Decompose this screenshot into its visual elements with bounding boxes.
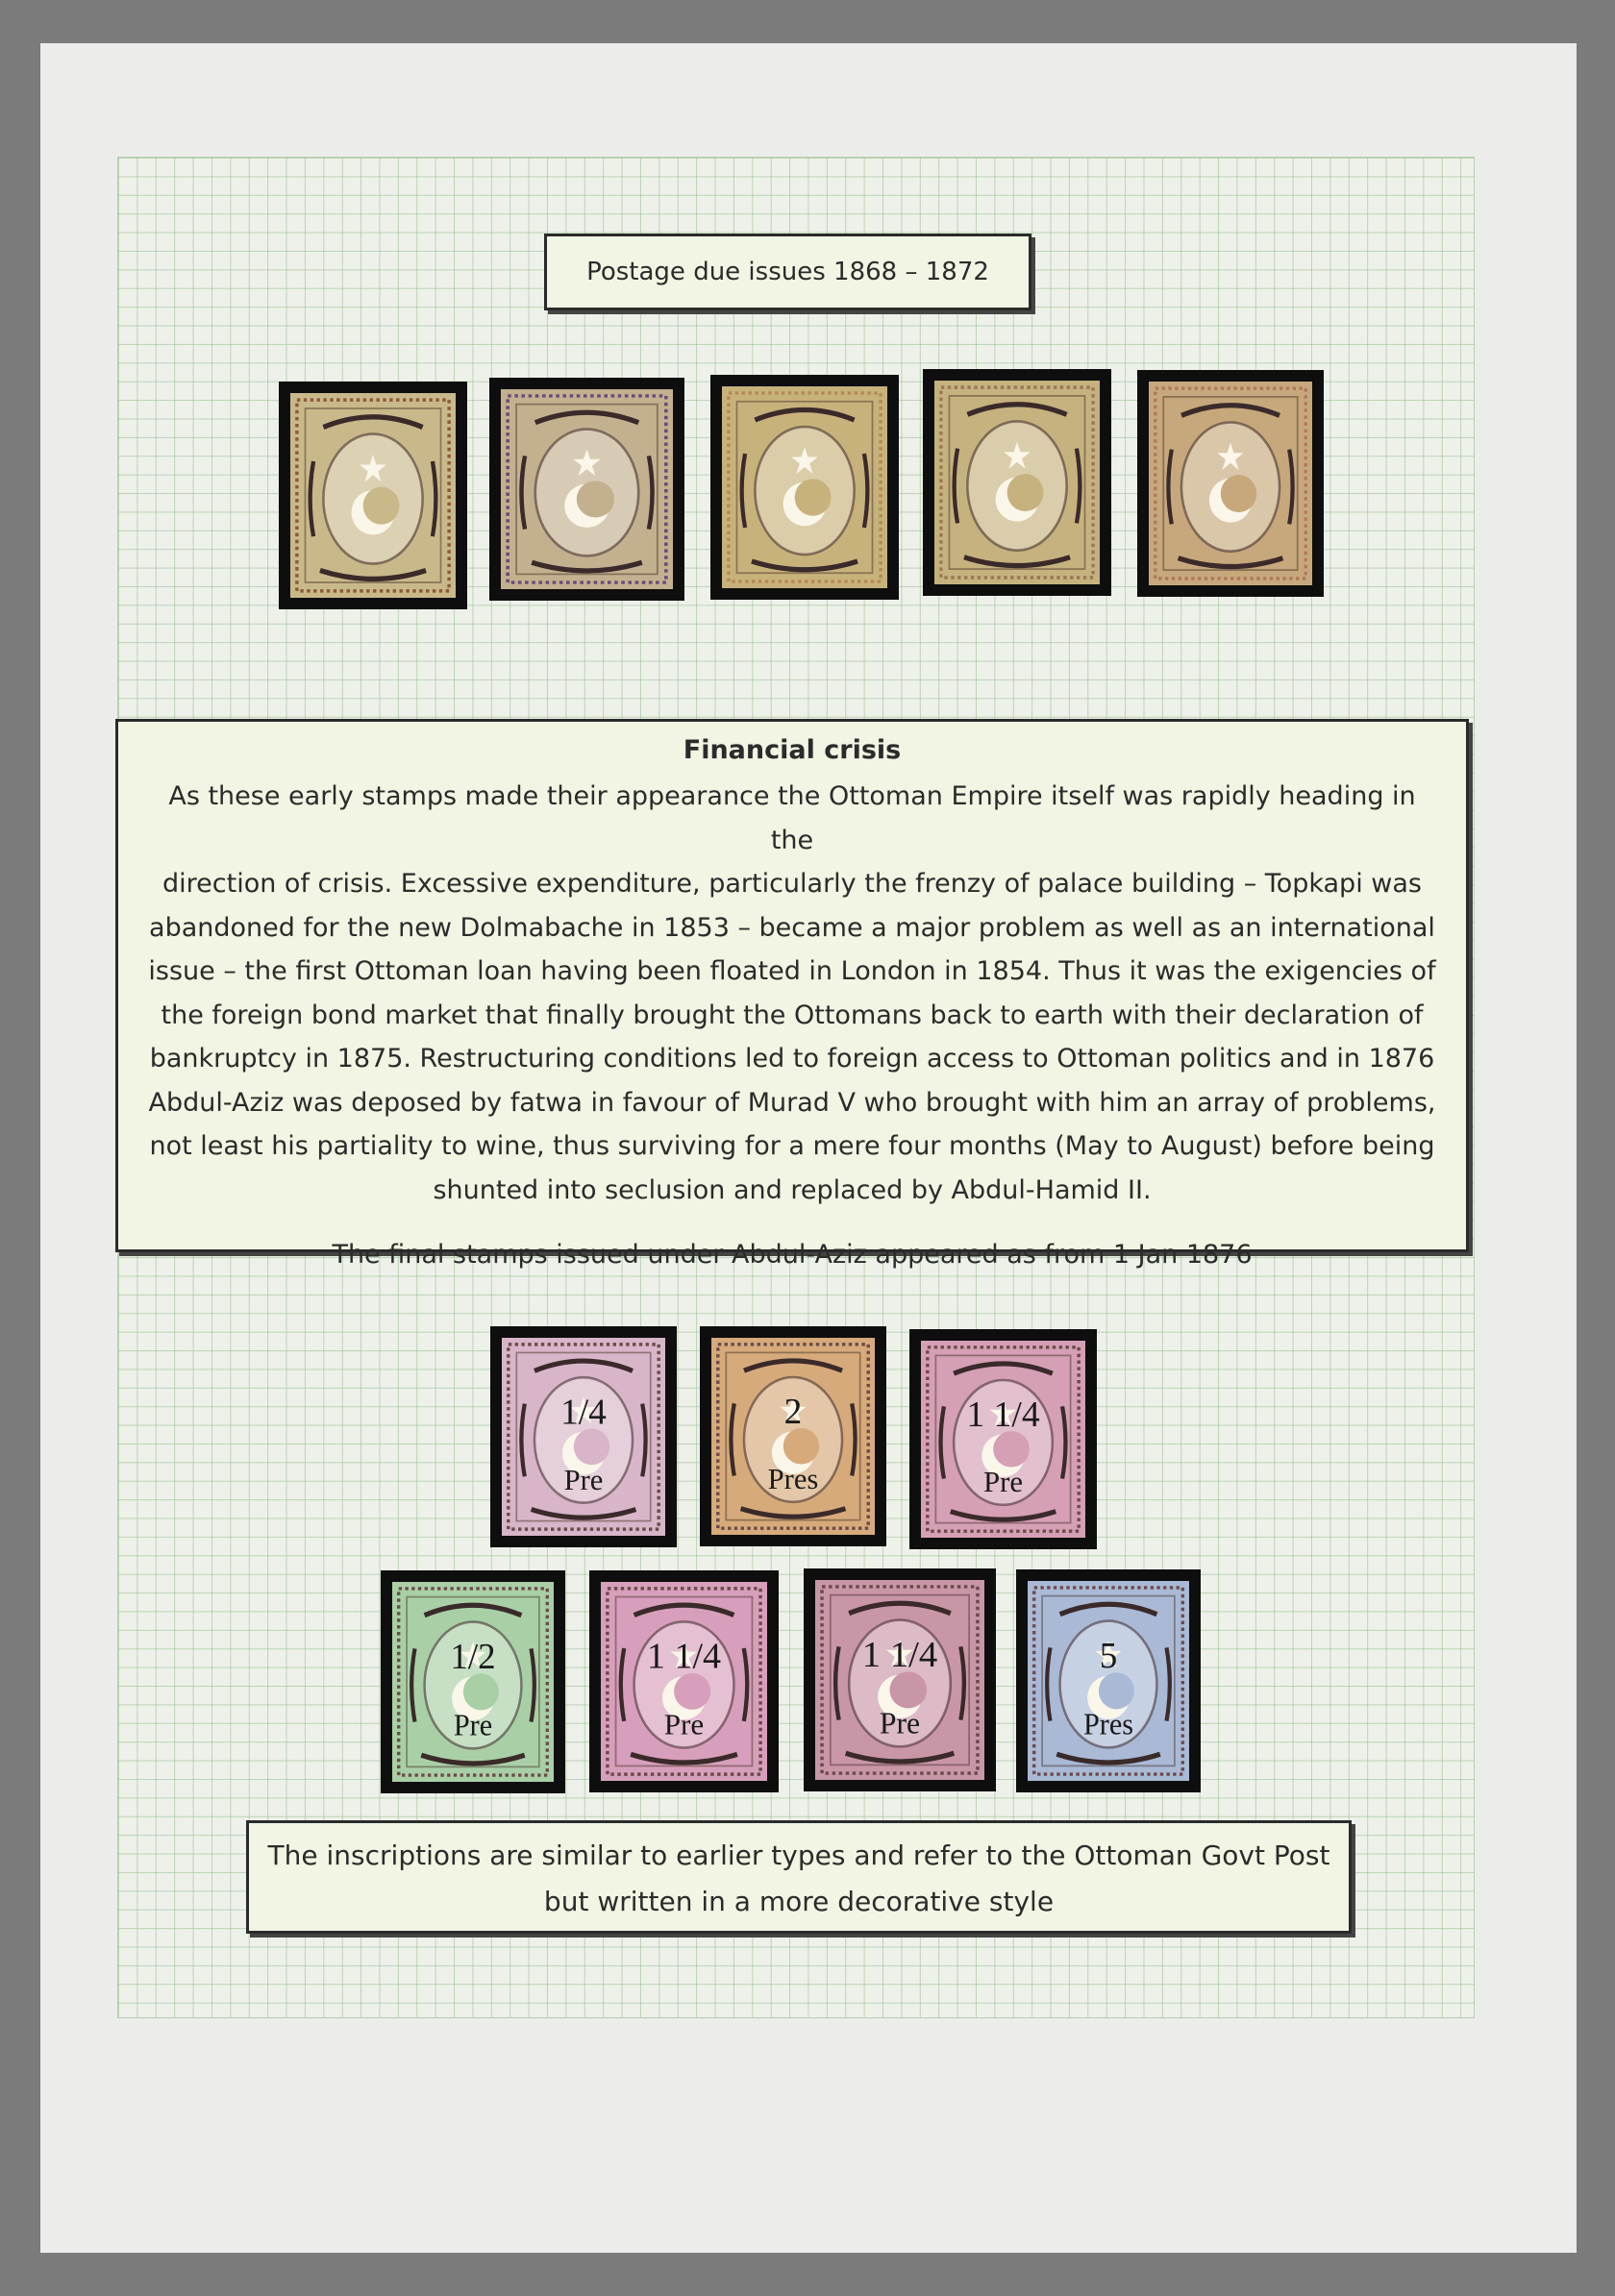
stamp-bot-4 — [1016, 1569, 1201, 1792]
stamp-top-3 — [710, 375, 899, 600]
stamp-image — [921, 1341, 1085, 1538]
page-title: Postage due issues 1868 – 1872 — [544, 234, 1031, 310]
financial-crisis-panel — [115, 719, 1469, 1270]
stamp-value-text: 1/4 — [560, 1393, 607, 1433]
stamp-top-2 — [489, 378, 684, 601]
stamp-unit-text: Pre — [663, 1707, 705, 1741]
stamp-value-text: 1 1/4 — [646, 1636, 722, 1677]
stamp-image — [501, 389, 673, 589]
stamp-value-text: 5 — [1099, 1636, 1118, 1677]
crisis-line: bankruptcy in 1875. Restructuring conditions led to foreign access to Ottoman politics and in 1876 — [149, 1044, 1435, 1074]
crisis-line: direction of crisis. Excessive expenditure, particularly the frenzy of palace building – Topkapi was — [162, 869, 1422, 899]
stamp-unit-text: Pres — [1082, 1708, 1134, 1741]
stamp-image — [1149, 382, 1312, 585]
crisis-final-line: The final stamps issued under Abdul-Aziz appeared as from 1 Jan 1876 — [332, 1240, 1253, 1270]
stamp-value-text: 1/2 — [450, 1637, 496, 1678]
crisis-heading: Financial crisis — [683, 735, 902, 765]
stamp-image — [502, 1338, 665, 1536]
inscriptions-note — [246, 1820, 1352, 1934]
stamp-unit-text: Pres — [767, 1463, 819, 1496]
stamp-image — [392, 1582, 554, 1782]
stamp-image — [601, 1582, 767, 1781]
stamp-mid-1 — [490, 1326, 677, 1547]
stamp-unit-text: Pre — [879, 1706, 921, 1741]
crisis-line: As these early stamps made their appearance the Ottoman Empire itself was rapidly heading in the — [168, 781, 1416, 855]
crisis-line: the foreign bond market that finally brought the Ottomans back to earth with their declaration of — [161, 1000, 1424, 1030]
stamp-top-4 — [923, 369, 1111, 596]
stamp-unit-text: Pre — [563, 1463, 604, 1496]
crisis-line: shunted into seclusion and replaced by Abdul-Hamid II. — [433, 1174, 1152, 1205]
stamp-image — [1028, 1581, 1189, 1781]
stamp-mid-3 — [909, 1329, 1097, 1549]
note-line: but written in a more decorative style — [543, 1886, 1055, 1917]
crisis-line: issue – the first Ottoman loan having been floated in London in 1854. Thus it was the exigencies of — [148, 956, 1436, 986]
crisis-line: not least his partiality to wine, thus surviving for a mere four months (May to August) before being — [149, 1131, 1435, 1161]
stamp-image — [815, 1580, 984, 1780]
stamp-mid-2 — [700, 1326, 886, 1546]
stamp-bot-1 — [381, 1570, 565, 1793]
stamp-image — [711, 1338, 875, 1535]
stamp-value-text: 1 1/4 — [861, 1635, 938, 1676]
stamp-image — [290, 393, 456, 598]
stamp-image — [934, 381, 1100, 584]
stamp-unit-text: Pre — [982, 1466, 1024, 1499]
stamp-bot-2 — [589, 1570, 779, 1792]
crisis-line: abandoned for the new Dolmabache in 1853 – became a major problem as well as an international — [149, 912, 1435, 943]
stamp-bot-3 — [804, 1568, 996, 1791]
stamp-value-text: 1 1/4 — [966, 1394, 1040, 1435]
note-line: The inscriptions are similar to earlier types and refer to the Ottoman Govt Post — [267, 1839, 1330, 1871]
stamp-image — [722, 386, 887, 588]
crisis-line: Abdul-Aziz was deposed by fatwa in favour of Murad V who brought with him an array of problems, — [148, 1087, 1436, 1118]
stamp-unit-text: Pre — [453, 1709, 493, 1742]
stamp-top-1 — [279, 382, 467, 609]
stamp-top-5 — [1137, 370, 1324, 597]
stamp-value-text: 2 — [783, 1392, 803, 1432]
crisis-text — [147, 775, 1437, 1212]
